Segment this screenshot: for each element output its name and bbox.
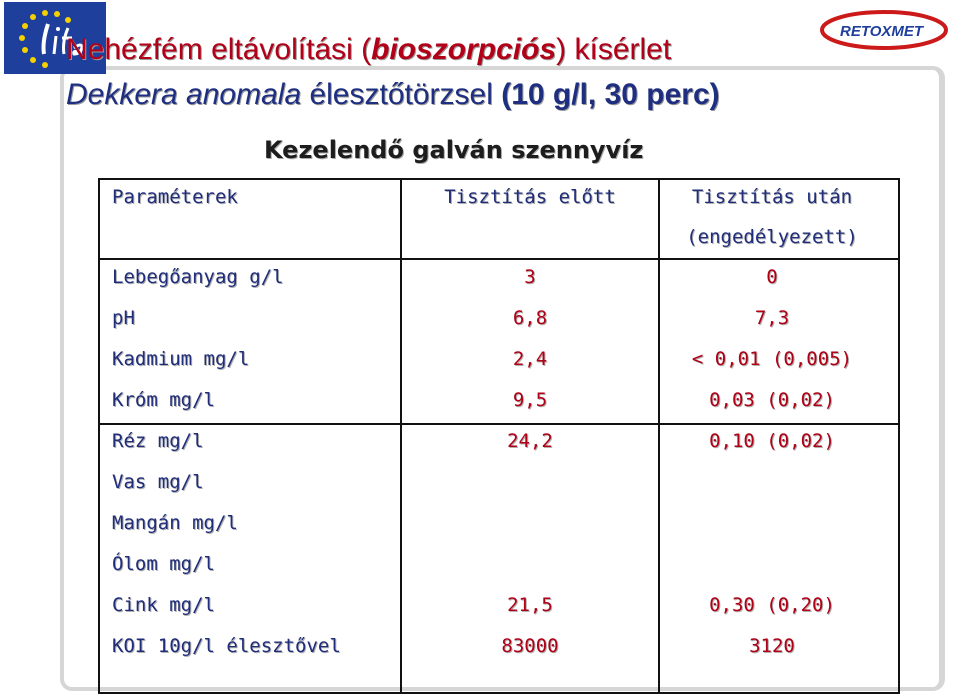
table-cell-before: 9,5: [512, 389, 548, 411]
table-border-right: [898, 178, 900, 694]
header-before: Tisztítás előtt: [444, 186, 616, 208]
table-cell-parameter: Réz mg/l: [112, 430, 204, 452]
retoxmet-logo: [818, 6, 956, 56]
title-conditions: (10 g/l, 30 perc): [501, 78, 720, 111]
table-cell-parameter: Mangán mg/l: [112, 512, 238, 534]
subtitle: Kezelendő galván szennyvíz: [264, 136, 644, 164]
table-cell-before: 83000: [501, 635, 559, 657]
title-line-1: [66, 33, 671, 67]
table-cell-parameter: Cink mg/l: [112, 594, 215, 616]
table-row-divider: [98, 423, 900, 425]
title-prefix: Nehézfém eltávolítási (: [66, 33, 372, 66]
table-border-bottom: [98, 692, 900, 694]
table-cell-after: 0,30 (0,20): [709, 594, 835, 616]
table-cell-after: 7,3: [754, 307, 790, 329]
table-border-top: [98, 178, 900, 180]
table-cell-parameter: Króm mg/l: [112, 389, 215, 411]
header-parameters: Paraméterek: [112, 186, 238, 208]
table-cell-after: 3120: [749, 635, 795, 657]
table-cell-after: 0,10 (0,02): [709, 430, 835, 452]
table-border-left: [98, 178, 100, 694]
results-table: [98, 178, 900, 694]
table-cell-before: 2,4: [512, 348, 548, 370]
table-cell-parameter: Kadmium mg/l: [112, 348, 250, 370]
table-cell-before: 3: [524, 266, 536, 288]
table-cell-parameter: pH: [112, 307, 135, 329]
table-cell-parameter: Vas mg/l: [112, 471, 204, 493]
title-suffix: ) kísérlet: [556, 33, 672, 66]
table-cell-parameter: Lebegőanyag g/l: [112, 266, 284, 288]
table-cell-after: 0: [766, 266, 778, 288]
table-cell-parameter: Ólom mg/l: [112, 553, 215, 575]
table-cell-before: 24,2: [507, 430, 553, 452]
header-after: Tisztítás után: [691, 186, 853, 208]
table-cell-after: < 0,01 (0,005): [691, 348, 853, 370]
title-line-2: [66, 78, 720, 112]
table-cell-before: 6,8: [512, 307, 548, 329]
header-allowed: (engedélyezett): [686, 226, 858, 248]
title-middle: élesztőtörzsel: [301, 78, 502, 111]
title-species: Dekkera anomala: [66, 78, 302, 111]
retoxmet-logo-text: RETOXMET: [840, 23, 924, 40]
table-header-divider: [98, 258, 900, 260]
table-cell-parameter: KOI 10g/l élesztővel: [112, 635, 341, 657]
title-italic-word: bioszorpciós: [371, 33, 557, 66]
table-cell-after: 0,03 (0,02): [709, 389, 835, 411]
table-cell-before: 21,5: [507, 594, 553, 616]
